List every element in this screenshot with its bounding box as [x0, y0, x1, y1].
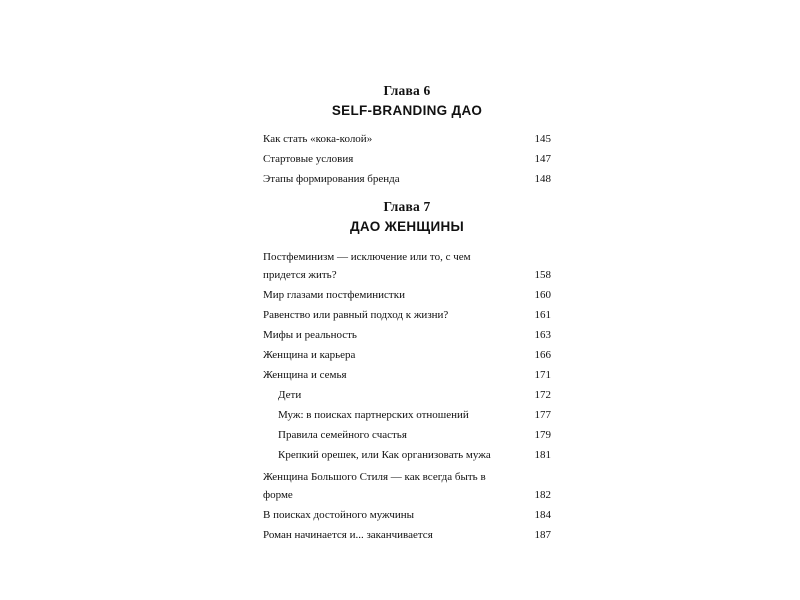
chapter-7 [263, 199, 551, 548]
toc-entry-label: Стартовые условия [263, 153, 354, 165]
toc-entry-page: 158 [534, 269, 551, 281]
toc-entry-page: 147 [534, 153, 551, 165]
toc-entry-label: Муж: в поисках партнерских отношений [278, 409, 469, 421]
toc-entry-label: Дети [278, 389, 302, 401]
chapter-6 [263, 83, 551, 192]
chapter-number: Глава 6 [383, 83, 431, 98]
toc-entry[interactable] [263, 308, 551, 322]
toc-subentry[interactable] [263, 428, 551, 442]
toc-entry[interactable] [263, 248, 551, 284]
toc-entry-label: Мифы и реальность [263, 329, 357, 341]
toc-entry-page: 163 [534, 329, 551, 341]
toc-entry-label: Женщина и семья [263, 369, 347, 381]
toc-entry-page: 166 [534, 349, 551, 361]
toc-entry[interactable] [263, 172, 551, 186]
toc-entry[interactable] [263, 152, 551, 166]
toc-entry-label: Женщина Большого Стиля — как всегда быть в форме [263, 471, 486, 501]
toc-entry[interactable] [263, 368, 551, 382]
chapter-title: SELF-BRANDING ДАО [331, 103, 483, 118]
toc-entry-label: Женщина и карьера [263, 349, 356, 361]
toc-subentry[interactable] [263, 388, 551, 402]
toc-entry-page: 171 [534, 369, 551, 381]
toc-entry-page: 179 [534, 429, 551, 441]
toc-entry[interactable] [263, 508, 551, 522]
toc-entry[interactable] [263, 132, 551, 146]
toc-entry-page: 184 [534, 509, 551, 521]
toc-entry-label: Мир глазами постфеминистки [263, 289, 405, 301]
chapter-number: Глава 7 [383, 199, 431, 214]
toc-entry[interactable] [263, 288, 551, 302]
toc-entry-label: Правила семейного счастья [278, 429, 407, 441]
toc-entry-page: 177 [534, 409, 551, 421]
toc-entry-page: 160 [534, 289, 551, 301]
toc-entry-page: 187 [534, 529, 551, 541]
toc-entry-label: Крепкий орешек, или Как организовать мужа [278, 449, 491, 461]
toc-entry-label: Роман начинается и... заканчивается [263, 529, 433, 541]
toc-entry-page: 145 [534, 133, 551, 145]
toc-entry-page: 161 [534, 309, 551, 321]
toc-subentry[interactable] [263, 448, 551, 462]
toc-entry-label: Этапы формирования бренда [263, 173, 400, 185]
toc-entry[interactable] [263, 328, 551, 342]
toc-entry-page: 172 [534, 389, 551, 401]
toc-entry-page: 181 [534, 449, 551, 461]
toc-entry[interactable] [263, 468, 551, 504]
toc-entry-page: 148 [534, 173, 551, 185]
toc-subentry[interactable] [263, 408, 551, 422]
chapter-title: ДАО ЖЕНЩИНЫ [349, 219, 465, 234]
toc-entry[interactable] [263, 348, 551, 362]
toc-entry-label: Постфеминизм — исключение или то, с чем придется жить? [263, 251, 471, 281]
toc-entry[interactable] [263, 528, 551, 542]
toc-entry-page: 182 [534, 489, 551, 501]
toc-entry-label: Как стать «кока-колой» [263, 133, 373, 145]
toc-entry-label: В поисках достойного мужчины [263, 509, 415, 521]
toc-entry-label: Равенство или равный подход к жизни? [263, 309, 449, 321]
